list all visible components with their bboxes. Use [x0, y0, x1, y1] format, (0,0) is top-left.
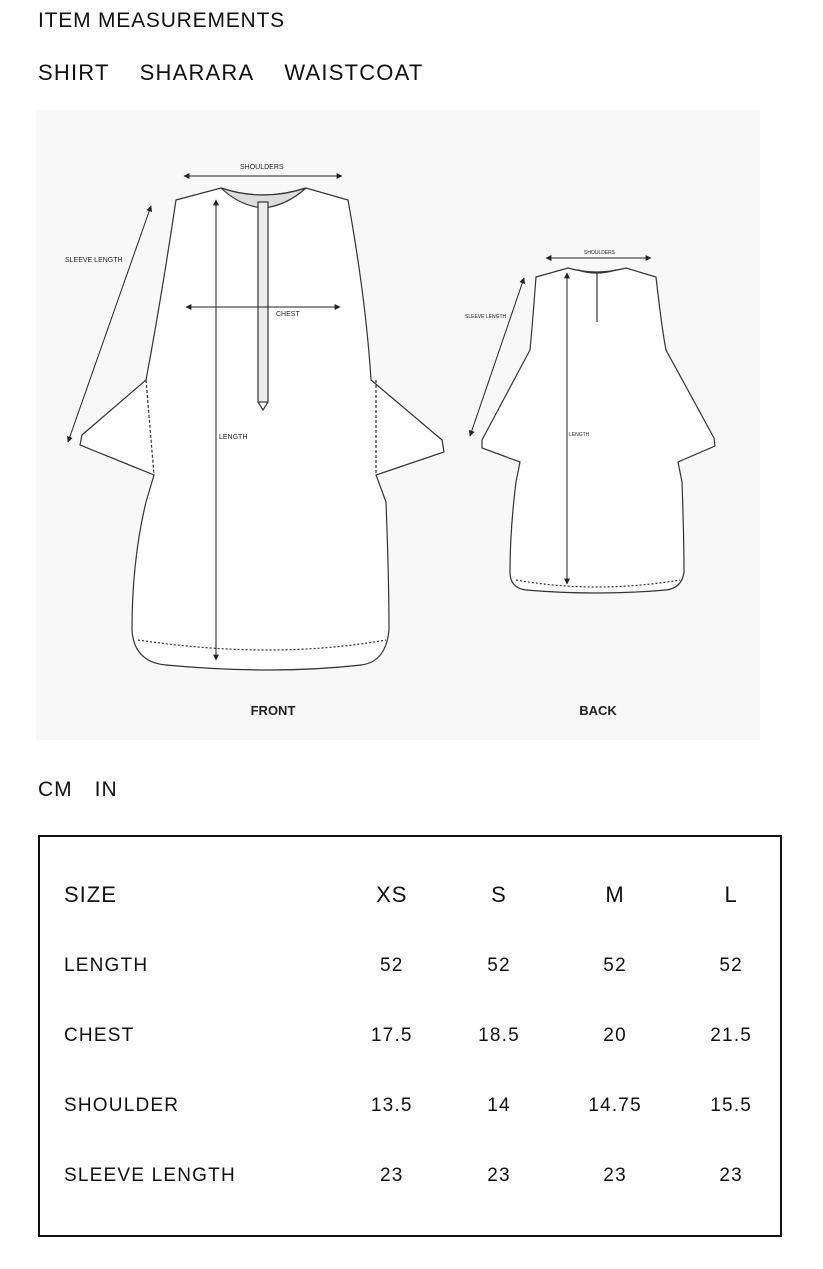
row-label: LENGTH — [64, 955, 149, 976]
tab-shirt[interactable]: SHIRT — [38, 60, 110, 85]
cell: 52 — [380, 955, 404, 976]
unit-cm-button[interactable]: CM — [38, 778, 73, 801]
front-sleeve-label: SLEEVE LENGTH — [65, 257, 123, 264]
front-caption: FRONT — [250, 703, 296, 718]
back-length-label: LENGTH — [569, 432, 590, 438]
back-shoulders-label: SHOULDERS — [584, 250, 616, 256]
cell: 17.5 — [370, 1025, 413, 1046]
cell: 14 — [487, 1095, 511, 1116]
measurement-diagram — [36, 110, 760, 740]
table-row — [64, 1071, 780, 1141]
front-length-label: LENGTH — [219, 434, 248, 441]
front-chest-label: CHEST — [276, 311, 300, 318]
back-sleeve-label: SLEEVE LENGTH — [465, 314, 507, 320]
header-size: SIZE — [64, 882, 117, 907]
back-caption: BACK — [579, 703, 617, 718]
cell: 14.75 — [588, 1095, 642, 1116]
size-table — [64, 859, 780, 1211]
cell: 52 — [719, 955, 743, 976]
front-shoulders-label: SHOULDERS — [240, 164, 284, 171]
cell: 52 — [487, 955, 511, 976]
row-label: CHEST — [64, 1025, 135, 1046]
cell: 52 — [603, 955, 627, 976]
cell: 15.5 — [710, 1095, 753, 1116]
tab-waistcoat[interactable]: WAISTCOAT — [284, 60, 424, 85]
cell: 13.5 — [370, 1095, 413, 1116]
cell: 21.5 — [710, 1025, 753, 1046]
cell: 20 — [603, 1025, 627, 1046]
row-label: SLEEVE LENGTH — [64, 1165, 236, 1186]
unit-toggle — [38, 778, 118, 802]
tab-sharara[interactable]: SHARARA — [139, 60, 255, 85]
cell: 23 — [487, 1165, 511, 1186]
header-xs: XS — [376, 882, 408, 907]
table-row — [64, 1001, 780, 1071]
size-table-container — [38, 835, 782, 1237]
unit-in-button[interactable]: IN — [94, 778, 118, 801]
cell: 23 — [380, 1165, 404, 1186]
table-row — [64, 931, 780, 1001]
row-label: SHOULDER — [64, 1095, 180, 1116]
table-header-row — [64, 859, 780, 931]
header-l: L — [724, 882, 738, 907]
table-row — [64, 1141, 780, 1211]
page-title: ITEM MEASUREMENTS — [38, 9, 285, 32]
garment-tabs — [38, 60, 424, 86]
header-m: M — [605, 882, 625, 907]
cell: 23 — [603, 1165, 627, 1186]
cell: 23 — [719, 1165, 743, 1186]
header-s: S — [491, 882, 507, 907]
cell: 18.5 — [478, 1025, 520, 1046]
